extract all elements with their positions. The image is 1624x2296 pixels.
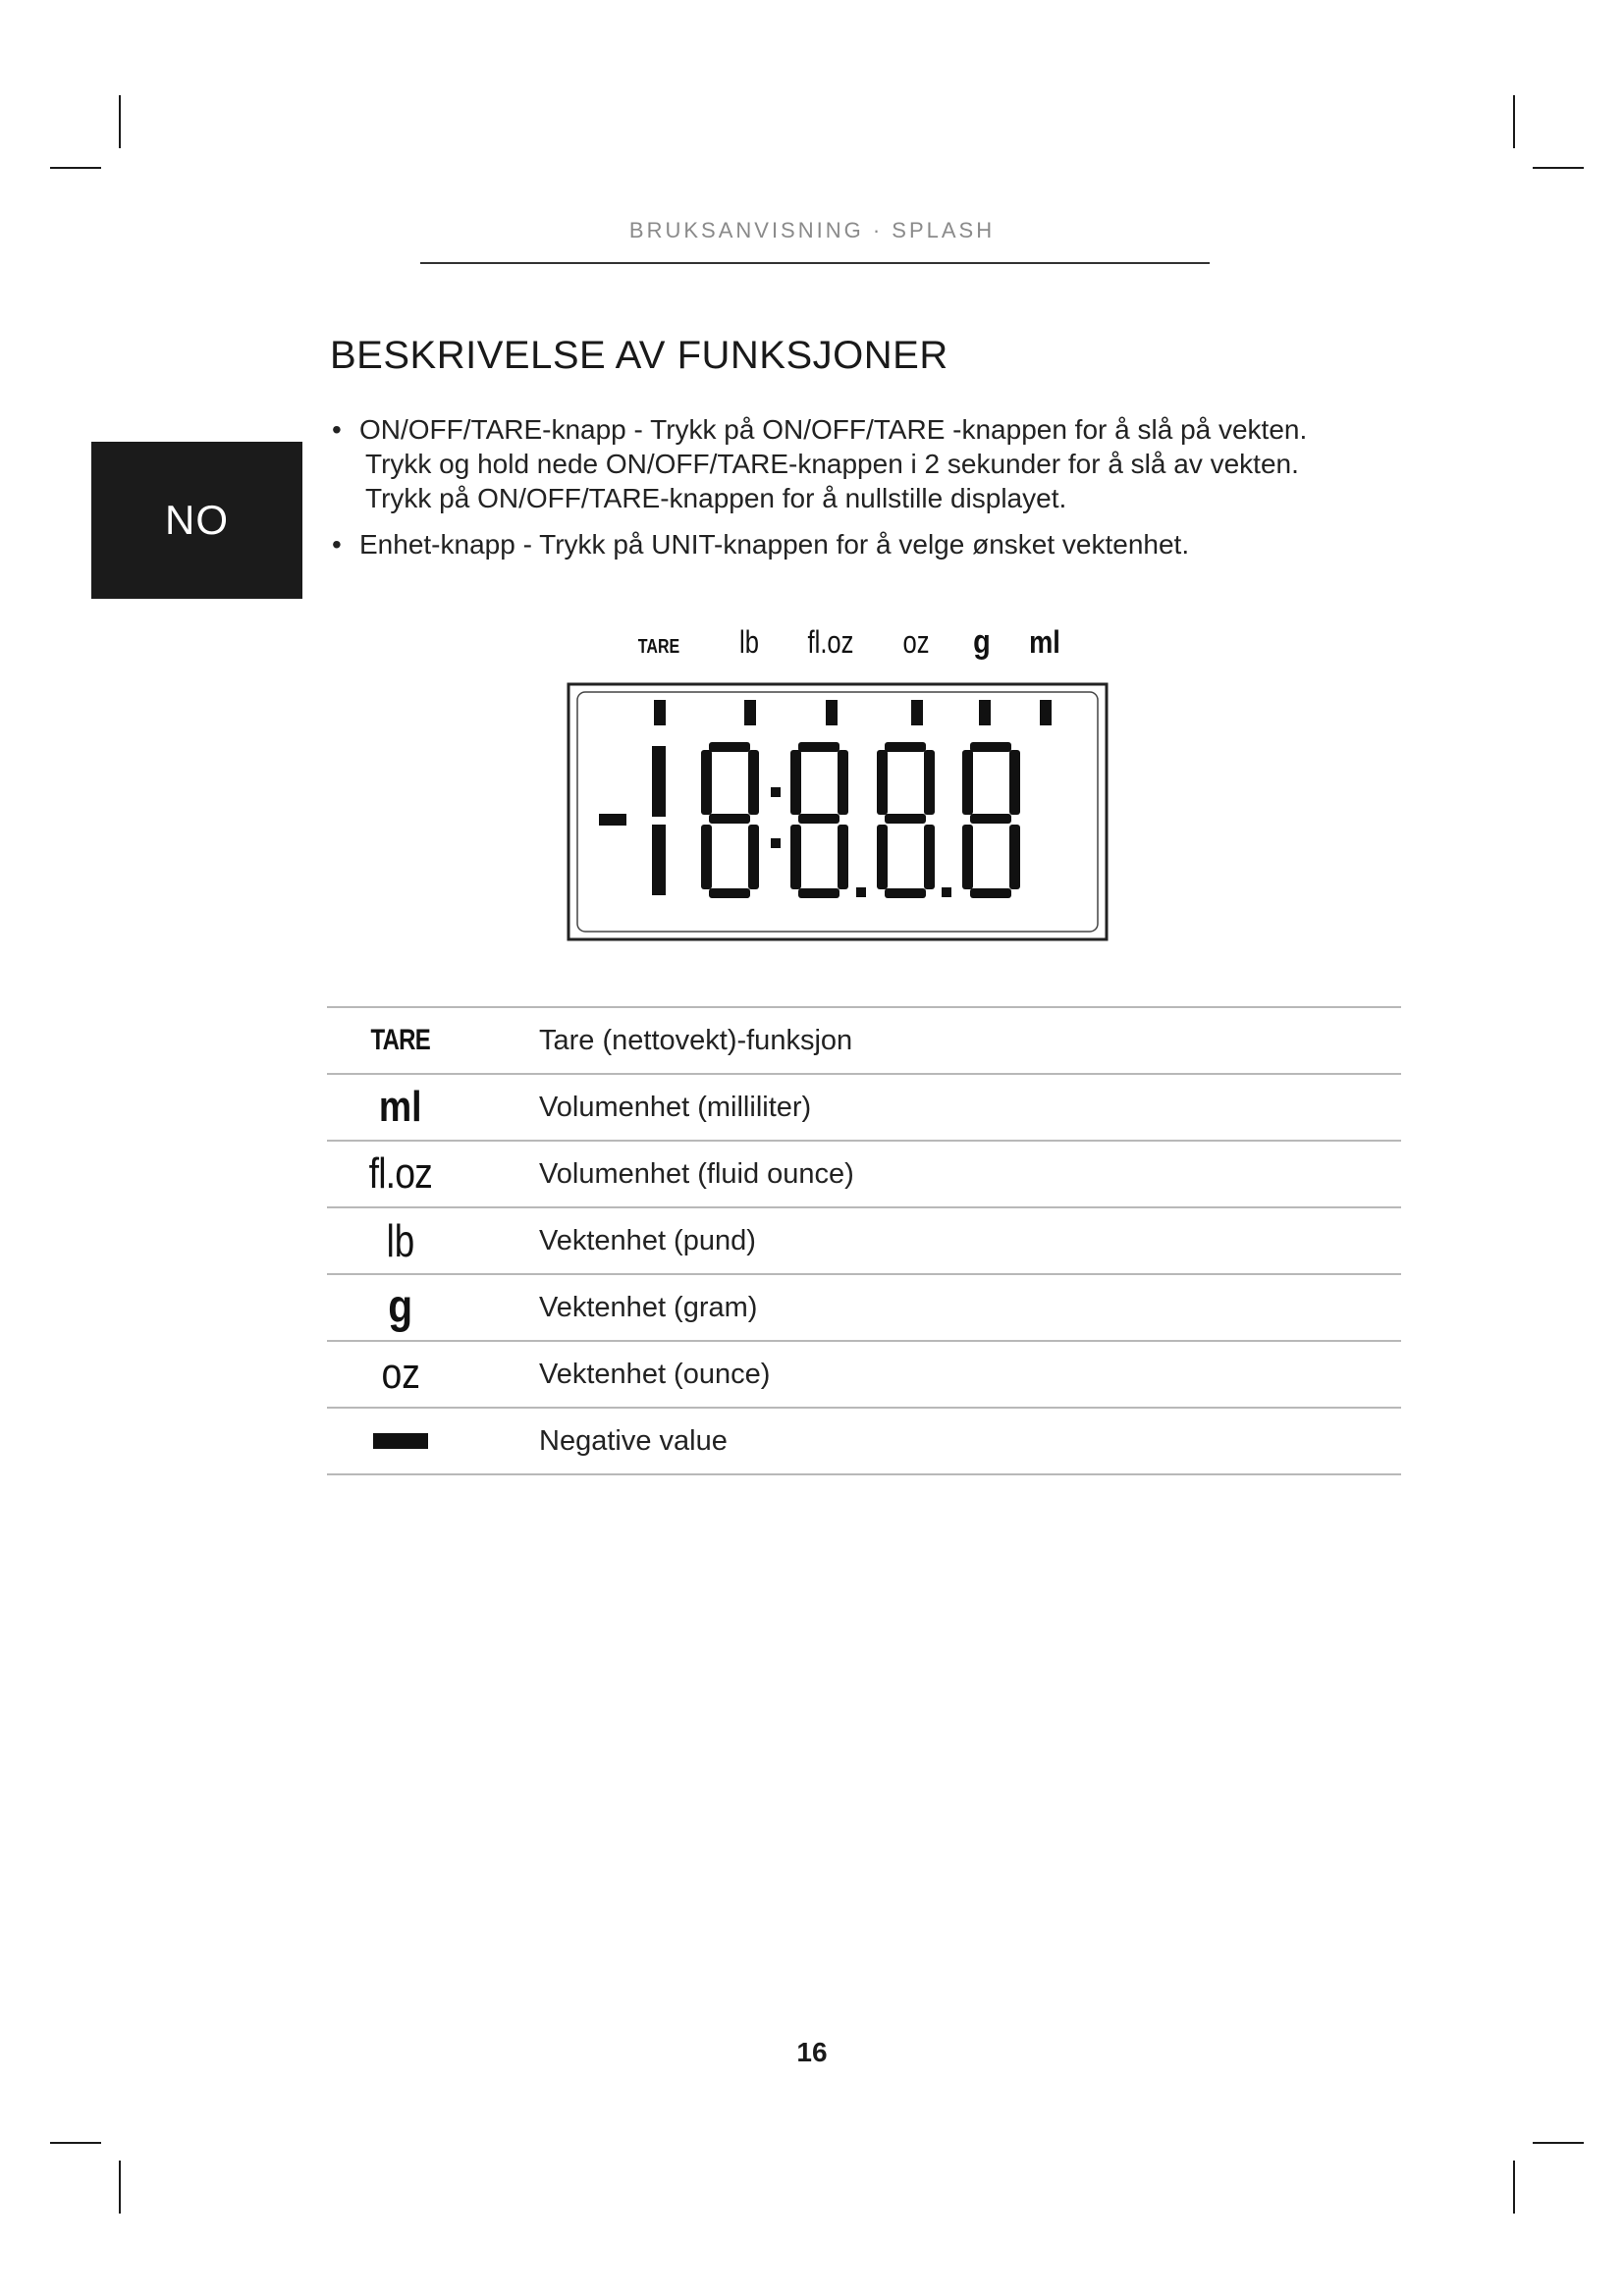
legend-row-g (327, 1273, 1401, 1340)
indicator-label-oz: oz (902, 625, 930, 661)
lcd-decimal-point (942, 887, 951, 897)
lcd-segment (652, 746, 666, 817)
indicator-tick (744, 700, 756, 725)
legend-description: Tare (nettovekt)-funksjon (539, 1024, 853, 1056)
feature-bullet-list (330, 412, 1410, 561)
symbol-legend-table (327, 1006, 1401, 1475)
lcd-digit (701, 742, 759, 898)
indicator-label-lb: lb (739, 625, 759, 661)
indicator-tick (911, 700, 923, 725)
g-icon: g (388, 1281, 413, 1333)
lcd-digit (790, 742, 848, 898)
running-header: BRUKSANVISNING · SPLASH (628, 218, 996, 242)
legend-description: Volumenhet (milliliter) (539, 1091, 812, 1123)
indicator-label-tare: TARE (637, 635, 680, 658)
lcd-colon-dot (771, 838, 781, 848)
legend-description: Volumenhet (fluid ounce) (539, 1157, 854, 1190)
bullet-line: Trykk og hold nede ON/OFF/TARE-knappen i 2 sekunder for å slå av vekten. (365, 449, 1299, 479)
header-rule (420, 262, 1210, 264)
indicator-tick (654, 700, 666, 725)
bullet-line: Trykk på ON/OFF/TARE-knappen for å nullstille displayet. (365, 483, 1067, 513)
lcd-segment (652, 825, 666, 895)
legend-description: Vektenhet (gram) (539, 1291, 758, 1323)
legend-row-ml (327, 1073, 1401, 1140)
lcd-digit (877, 742, 935, 898)
crop-mark-top-left-vertical (119, 95, 121, 148)
crop-mark-bottom-left-horizontal (50, 2142, 101, 2144)
lcd-svg (550, 609, 1139, 947)
legend-description: Vektenhet (pund) (539, 1224, 756, 1256)
crop-mark-bottom-right-horizontal (1533, 2142, 1584, 2144)
bullet-line: • Enhet-knapp - Trykk på UNIT-knappen for å velge ønsket vektenhet. (359, 529, 1190, 560)
indicator-label-floz: fl.oz (807, 625, 854, 661)
lcd-colon-dot (771, 787, 781, 797)
bullet-line: • ON/OFF/TARE-knapp - Trykk på ON/OFF/TARE -knappen for å slå på vekten. (359, 414, 1308, 445)
floz-icon: fl.oz (368, 1149, 433, 1198)
negative-bar-icon (327, 1433, 474, 1449)
legend-description: Negative value (539, 1424, 728, 1457)
legend-row-tare (327, 1006, 1401, 1073)
legend-row-oz (327, 1340, 1401, 1407)
language-tab (91, 442, 302, 599)
lb-icon: lb (386, 1215, 415, 1266)
indicator-tick (979, 700, 991, 725)
legend-row-lb (327, 1206, 1401, 1273)
crop-mark-bottom-right-vertical (1513, 2161, 1515, 2214)
crop-mark-top-right-vertical (1513, 95, 1515, 148)
bullet-unit (330, 527, 1410, 561)
lcd-digit (962, 742, 1020, 898)
crop-mark-top-left-horizontal (50, 167, 101, 169)
lcd-display-illustration (550, 609, 1139, 947)
lcd-decimal-point (856, 887, 866, 897)
page-number: 16 (796, 2037, 828, 2067)
indicator-tick (1040, 700, 1052, 725)
crop-mark-top-right-horizontal (1533, 167, 1584, 169)
ml-icon: ml (379, 1083, 422, 1131)
indicator-label-ml: ml (1029, 624, 1060, 661)
legend-description: Vektenhet (ounce) (539, 1358, 771, 1390)
legend-row-floz (327, 1140, 1401, 1206)
oz-icon: oz (381, 1350, 420, 1398)
language-tab-label: NO (165, 497, 229, 543)
legend-row-negative (327, 1407, 1401, 1475)
crop-mark-bottom-left-vertical (119, 2161, 121, 2214)
bullet-on-off-tare (330, 412, 1410, 515)
indicator-label-g: g (973, 621, 991, 661)
lcd-minus-segment (599, 814, 626, 826)
indicator-tick (826, 700, 838, 725)
tare-icon: TARE (370, 1024, 431, 1056)
section-title: BESKRIVELSE AV FUNKSJONER (330, 334, 948, 377)
